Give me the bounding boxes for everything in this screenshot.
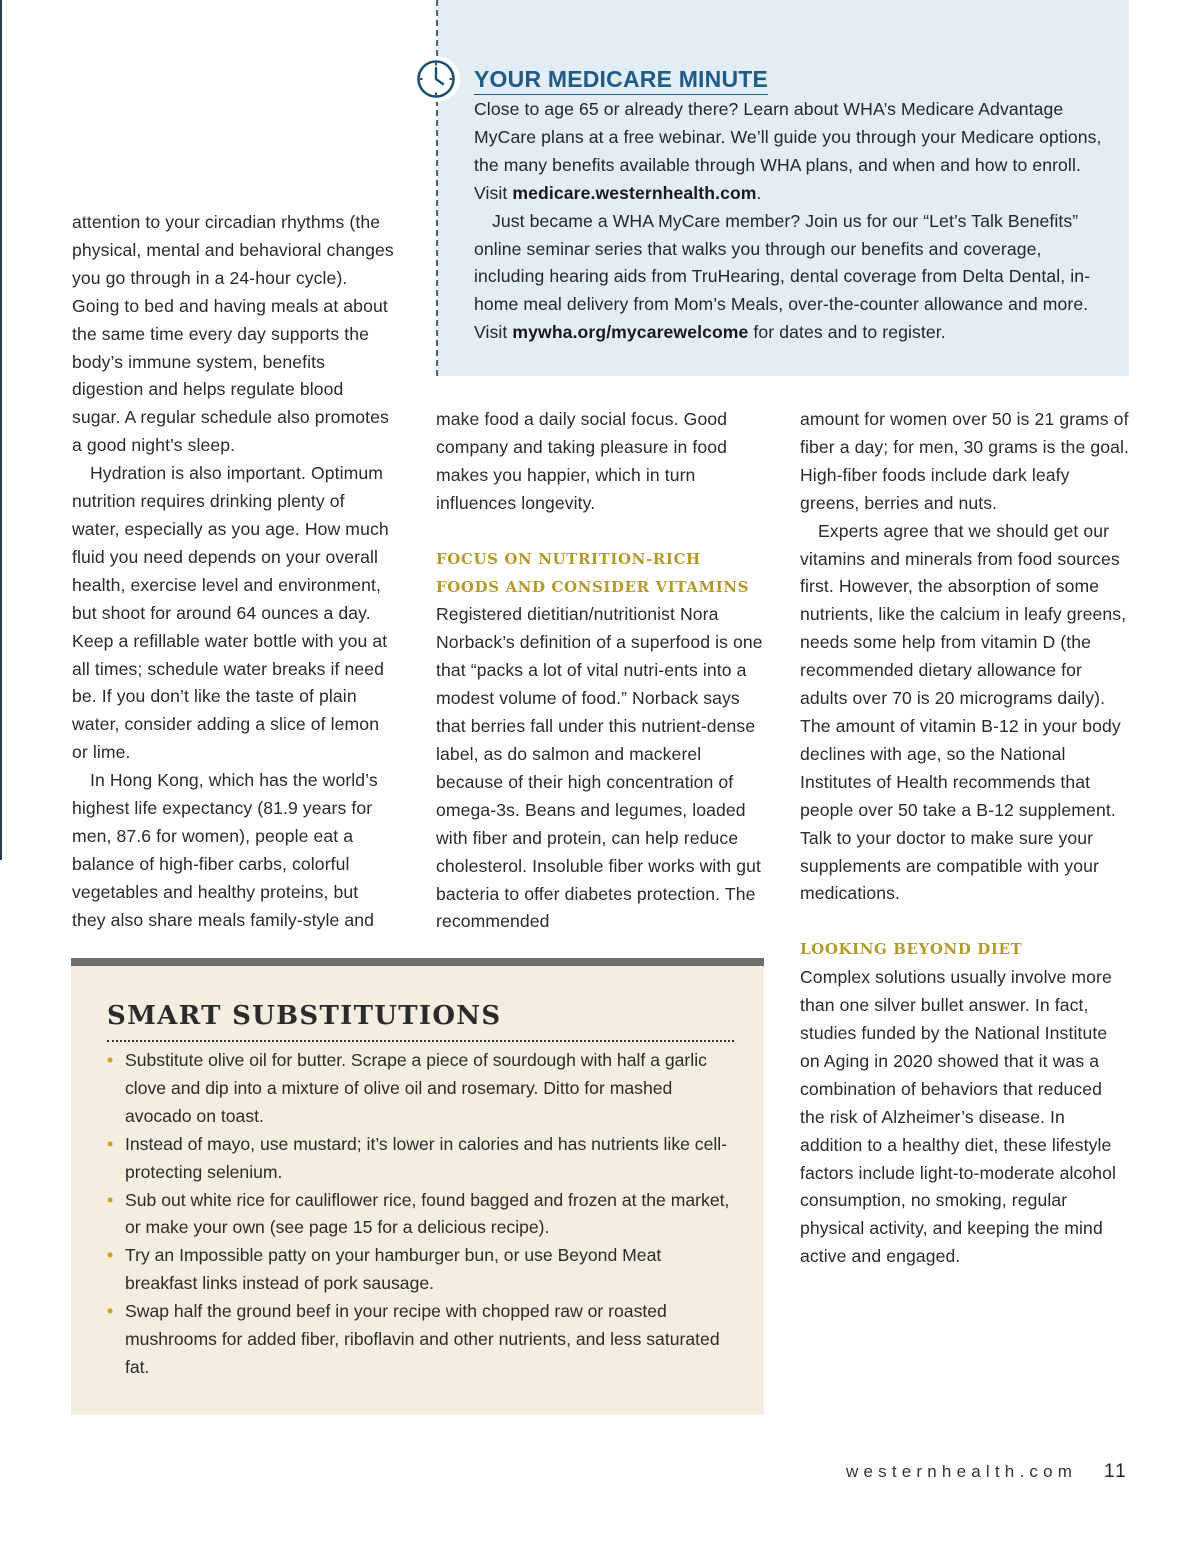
col3-paragraph-complex: Complex solutions usually involve more than one silver bullet answer. In fact, studies funded by the National Institute on Aging in 2020 showed that it was a combination of behaviors that reduced the risk of Alzheimer’s disease. In addition to a healthy diet, these lifestyle factors include light-to-moderate alcohol consumption, no smoking, regular physical activity, and keeping the mind active and engaged. bbox=[800, 967, 1117, 1267]
medicare-title: YOUR MEDICARE MINUTE bbox=[474, 64, 768, 95]
article-column-1 bbox=[72, 209, 394, 935]
col2-paragraph-superfood: Registered dietitian/nutritionist Nora Norback’s definition of a superfood is one that “packs a lot of vital nutri-ents into a modest volume of food.” Norback says that berries fall under this nutrient-dense label, as do salmon and mackerel because of their high concentration of omega-3s. Beans and legumes, loaded with fiber and protein, can help reduce cholesterol. Insoluble fiber works with gut bacteria to offer diabetes protection. The recommended bbox=[436, 604, 763, 932]
page-edge-stripe bbox=[0, 0, 2, 860]
footer-site-url[interactable]: westernhealth.com bbox=[846, 1462, 1078, 1481]
col1-paragraph-hong-kong: In Hong Kong, which has the world’s highest life expectancy (81.9 years for men, 87.6 for women), people eat a balance of high-fiber carbs, colorful vegetables and healthy proteins, but they also share meals family-style and bbox=[72, 770, 378, 930]
medicare-paragraph-1: Close to age 65 or already there? Learn about WHA’s Medicare Advantage MyCare plans at a free webinar. We’ll guide you through your Medicare options, the many benefits available through WHA plans, and when and how to enroll. Visit medicare.westernhealth.com. bbox=[474, 99, 1102, 203]
bullet-icon: • bbox=[107, 1301, 114, 1322]
mycare-welcome-link[interactable]: mywha.org/mycarewelcome bbox=[512, 322, 749, 343]
article-column-3 bbox=[800, 406, 1130, 1271]
col2-paragraph-social: make food a daily social focus. Good company and taking pleasure in food makes you happier, which in turn influences longevity. bbox=[436, 409, 728, 513]
list-item: • Try an Impossible patty on your hamburger bun, or use Beyond Meat breakfast links instead of pork sausage. bbox=[107, 1242, 737, 1298]
col3-paragraph-fiber: amount for women over 50 is 21 grams of fiber a day; for men, 30 grams is the goal. High-fiber foods include dark leafy greens, berries and nuts. bbox=[800, 409, 1129, 513]
nutrition-heading-line-1: FOCUS ON NUTRITION-RICH bbox=[436, 549, 701, 568]
list-item: • Sub out white rice for cauliflower rice, found bagged and frozen at the market, or make your own (see page 15 for a delicious recipe). bbox=[107, 1187, 737, 1243]
article-column-2 bbox=[436, 406, 766, 936]
bullet-icon: • bbox=[107, 1189, 114, 1210]
substitutions-dotted-rule bbox=[107, 1040, 734, 1042]
clock-icon bbox=[412, 56, 460, 102]
col1-paragraph-hydration: Hydration is also important. Optimum nutrition requires drinking plenty of water, especially as you age. How much fluid you need depends on your overall health, exercise level and environment, but shoot for around 64 ounces a day. Keep a refillable water bottle with you at all times; schedule water breaks if need be. If you don’t like the taste of plain water, consider adding a slice of lemon or lime. bbox=[72, 463, 389, 763]
medicare-paragraph-2: Just became a WHA MyCare member? Join us for our “Let’s Talk Benefits” online seminar series that walks you through our benefits and coverage, including hearing aids from TruHearing, dental coverage from Delta Dental, in-home meal delivery from Mom’s Meals, over-the-counter allowance and more. Visit mywha.org/mycarewelcome for dates and to register. bbox=[474, 210, 1091, 343]
medicare-webinar-link[interactable]: medicare.westernhealth.com bbox=[512, 182, 757, 203]
list-item: • Instead of mayo, use mustard; it’s lower in calories and has nutrients like cell-protecting selenium. bbox=[107, 1131, 737, 1187]
col3-paragraph-vitamins: Experts agree that we should get our vitamins and minerals from food sources first. However, the absorption of some nutrients, like the calcium in leafy greens, needs some help from vitamin D (the recommended dietary allowance for adults over 70 is 20 micrograms daily). The amount of vitamin B-12 in your body declines with age, so the National Institutes of Health recommends that people over 50 take a B-12 supplement. Talk to your doctor to make sure your supplements are compatible with your medications. bbox=[800, 520, 1127, 904]
bullet-icon: • bbox=[107, 1245, 114, 1266]
col1-paragraph-circadian: attention to your circadian rhythms (the physical, mental and behavioral changes you go through in a 24-hour cycle). Going to bed and having meals at about the same time every day supports the body’s immune system, benefits digestion and helps regulate blood sugar. A regular schedule also promotes a good night’s sleep. bbox=[72, 212, 394, 456]
nutrition-heading-line-2: FOODS AND CONSIDER VITAMINS bbox=[436, 577, 750, 596]
bullet-icon: • bbox=[107, 1050, 114, 1070]
medicare-body bbox=[474, 96, 1114, 347]
list-item: • Swap half the ground beef in your recipe with chopped raw or roasted mushrooms for added fiber, riboflavin and other nutrients, and less saturated fat. bbox=[107, 1298, 737, 1382]
substitutions-title: SMART SUBSTITUTIONS bbox=[107, 1001, 502, 1031]
list-item: • Substitute olive oil for butter. Scrape a piece of sourdough with half a garlic clove and dip into a mixture of olive oil and rosemary. Ditto for mashed avocado on toast. bbox=[107, 1047, 737, 1131]
bullet-icon: • bbox=[107, 1133, 114, 1154]
beyond-diet-heading: LOOKING BEYOND DIET bbox=[800, 940, 1023, 959]
page-number: 11 bbox=[1104, 1461, 1128, 1482]
substitutions-list bbox=[107, 1047, 737, 1382]
